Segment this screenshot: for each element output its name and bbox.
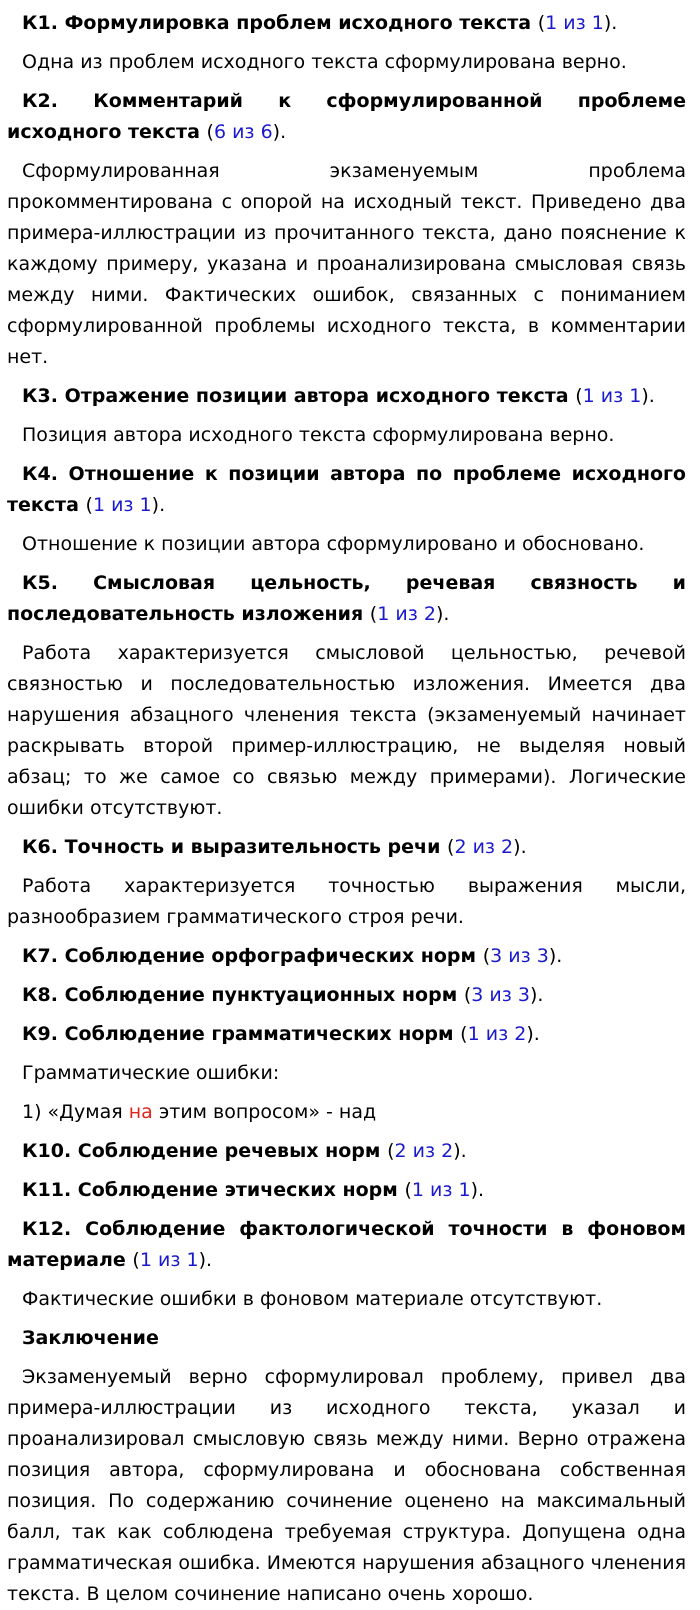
- grammar-error-suffix: этим вопросом» - над: [152, 1101, 377, 1123]
- conclusion-title: Заключение: [22, 1327, 159, 1349]
- criterion-k4-title: К4. Отношение к позиции автора по проблеме исходного текста: [7, 463, 686, 516]
- criterion-k12-title: К12. Соблюдение фактологической точности в фоновом материале: [7, 1218, 686, 1271]
- criterion-k11-score: 1 из 1: [411, 1179, 471, 1201]
- criterion-k1-heading: К1. Формулировка проблем исходного текста (1 из 1).: [22, 12, 618, 34]
- criterion-k1-score: 1 из 1: [545, 12, 604, 34]
- criterion-k5-score: 1 из 2: [377, 603, 436, 625]
- criterion-k6-comment: Работа характеризуется точностью выражения мысли, разнообразием грамматического строя речи.: [7, 875, 686, 928]
- criterion-k2-score: 6 из 6: [213, 121, 273, 143]
- criterion-k10-score: 2 из 2: [394, 1140, 454, 1162]
- criterion-k5-heading: К5. Смысловая цельность, речевая связность и последовательность изложения (1 из 2).: [7, 572, 686, 625]
- criterion-k8-heading: К8. Соблюдение пунктуационных норм (3 из 3).: [22, 984, 544, 1006]
- criterion-k9-heading: К9. Соблюдение грамматических норм (1 из 2).: [22, 1023, 540, 1045]
- criterion-k5-comment: Работа характеризуется смысловой цельностью, речевой связностью и последовательностью изложения. Имеется два нарушения абзацного членения текста (экзаменуемый начинает раскрывать второй пример-иллюстрацию, не выделяя новый абзац; то же самое со связью между примерами). Логические ошибки отсутствуют.: [7, 642, 686, 819]
- criterion-k3-score: 1 из 1: [582, 385, 642, 407]
- grammar-error-item: [7, 1097, 686, 1128]
- criterion-k2-comment: Сформулированная экзаменуемым проблема прокомментирована с опорой на исходный текст. Приведено два примера-иллюстрации из прочитанного текста, дано пояснение к каждому примеру, указана и проанализирована смысловая связь между ними. Фактических ошибок, связанных с пониманием сформулированной проблемы исходного текста, в комментарии нет.: [7, 160, 686, 368]
- criterion-k12-heading: К12. Соблюдение фактологической точности в фоновом материале (1 из 1).: [7, 1218, 686, 1271]
- criterion-k3-heading: К3. Отражение позиции автора исходного текста (1 из 1).: [22, 385, 655, 407]
- criterion-k11-heading: К11. Соблюдение этических норм (1 из 1).: [22, 1179, 485, 1201]
- criterion-k11-title: К11. Соблюдение этических норм: [22, 1179, 398, 1201]
- grammar-error-prefix: 1) «Думая: [22, 1101, 129, 1123]
- criterion-k9-comment: Грамматические ошибки:: [22, 1062, 280, 1084]
- criterion-k7-score: 3 из 3: [490, 945, 549, 967]
- criterion-k6-title: К6. Точность и выразительность речи: [22, 836, 441, 858]
- criterion-k2-title: К2. Комментарий к сформулированной проблеме исходного текста: [7, 90, 686, 143]
- criterion-k8-title: К8. Соблюдение пунктуационных норм: [22, 984, 458, 1006]
- criterion-k12-comment: Фактические ошибки в фоновом материале отсутствуют.: [22, 1288, 603, 1310]
- criterion-k6-heading: К6. Точность и выразительность речи (2 из 2).: [22, 836, 527, 858]
- criterion-k1-comment: Одна из проблем исходного текста сформулирована верно.: [22, 51, 627, 73]
- criterion-k3-title: К3. Отражение позиции автора исходного текста: [22, 385, 569, 407]
- criterion-k4-score: 1 из 1: [92, 494, 152, 516]
- criterion-k10-heading: К10. Соблюдение речевых норм (2 из 2).: [22, 1140, 467, 1162]
- criterion-k9-score: 1 из 2: [467, 1023, 527, 1045]
- criterion-k7-heading: К7. Соблюдение орфографических норм (3 из 3).: [22, 945, 563, 967]
- criterion-k3-comment: Позиция автора исходного текста сформулирована верно.: [22, 424, 615, 446]
- criterion-k4-heading: К4. Отношение к позиции автора по проблеме исходного текста (1 из 1).: [7, 463, 686, 516]
- criterion-k7-title: К7. Соблюдение орфографических норм: [22, 945, 477, 967]
- criterion-k2-heading: К2. Комментарий к сформулированной проблеме исходного текста (6 из 6).: [7, 90, 686, 143]
- criterion-k5-title: К5. Смысловая цельность, речевая связность и последовательность изложения: [7, 572, 686, 625]
- grammar-error-word: на: [128, 1101, 153, 1123]
- criterion-k1-title: К1. Формулировка проблем исходного текста: [22, 12, 532, 34]
- conclusion-text: Экзаменуемый верно сформулировал проблему, привел два примера-иллюстрации из исходного текста, указал и проанализировал смысловую связь между ними. Верно отражена позиция автора, сформулирована и обоснована собственная позиция. По содержанию сочинение оценено на максимальный балл, так как соблюдена требуемая структура. Допущена одна грамматическая ошибка. Имеются нарушения абзацного членения текста. В целом сочинение написано очень хорошо.: [7, 1366, 686, 1605]
- criterion-k4-comment: Отношение к позиции автора сформулировано и обосновано.: [22, 533, 645, 555]
- criterion-k9-title: К9. Соблюдение грамматических норм: [22, 1023, 454, 1045]
- criterion-k8-score: 3 из 3: [471, 984, 530, 1006]
- criterion-k12-score: 1 из 1: [139, 1249, 199, 1271]
- criterion-k10-title: К10. Соблюдение речевых норм: [22, 1140, 381, 1162]
- criterion-k6-score: 2 из 2: [454, 836, 514, 858]
